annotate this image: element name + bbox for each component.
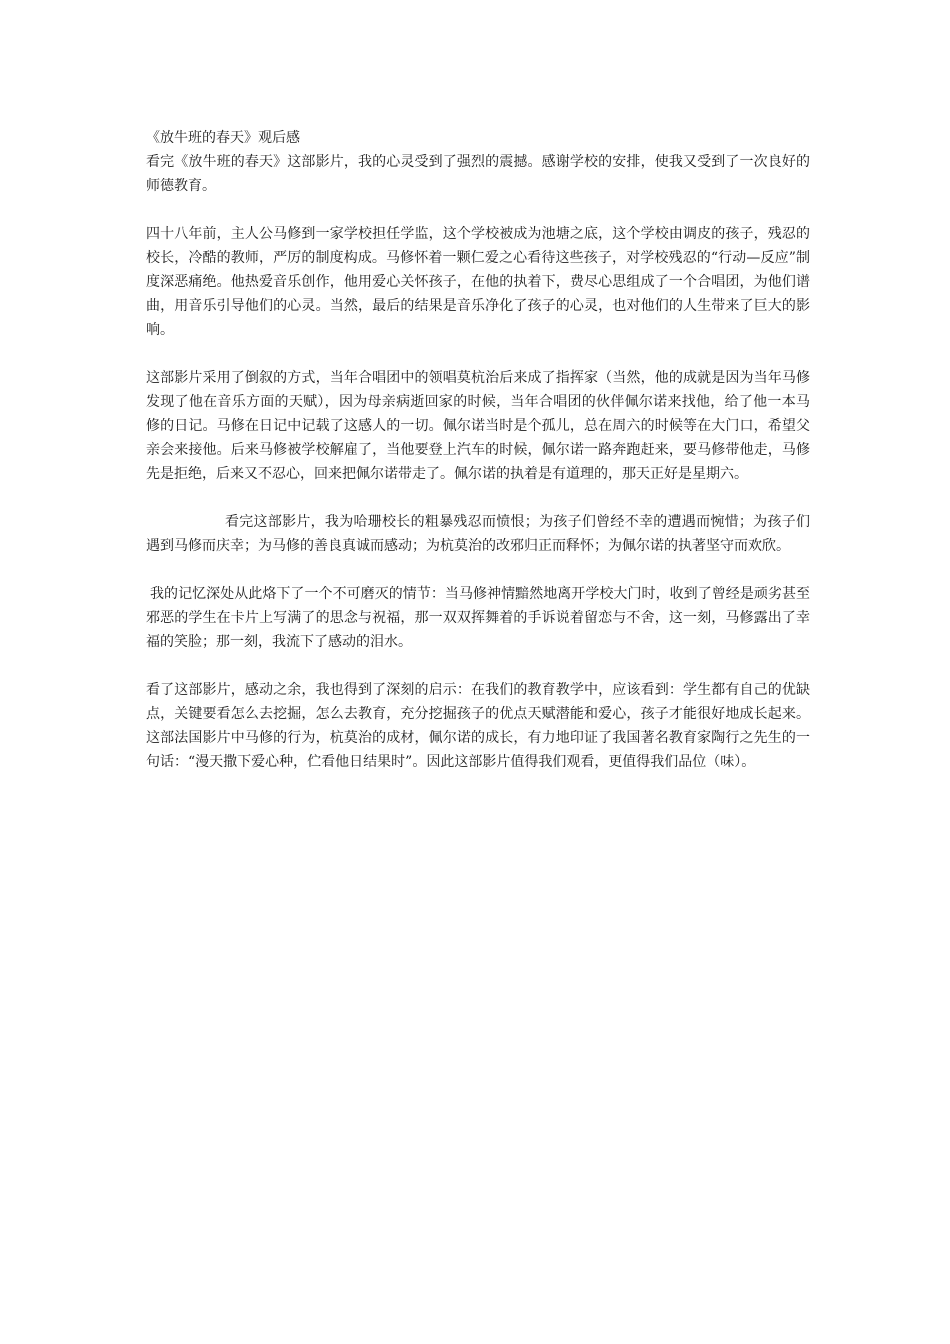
document-body	[146, 126, 810, 774]
document-title: 《放牛班的春天》观后感	[146, 130, 300, 146]
paragraph-story: 四十八年前，主人公马修到一家学校担任学监，这个学校被成为池塘之底，这个学校由调皮的孩子，残忍的校长，冷酷的教师，严厉的制度构成。马修怀着一颗仁爱之心看待这些孩子，对学校残忍的“行动—反应”制度深恶痛绝。他热爱音乐创作，他用爱心关怀孩子，在他的执着下，费尽心思组成了一个合唱团，为他们谱曲，用音乐引导他们的心灵。当然，最后的结果是音乐净化了孩子的心灵，也对他们的人生带来了巨大的影响。	[146, 226, 810, 338]
paragraph-gap	[146, 342, 810, 366]
paragraph-intro: 看完《放牛班的春天》这部影片，我的心灵受到了强烈的震撼。感谢学校的安排，使我又受到了一次良好的师德教育。	[146, 154, 810, 194]
paragraph-flashback: 这部影片采用了倒叙的方式，当年合唱团中的领唱莫杭治后来成了指挥家（当然，他的成就是因为当年马修发现了他在音乐方面的天赋），因为母亲病逝回家的时候，当年合唱团的伙伴佩尔诺来找他，给了他一本马修的日记。马修在日记中记载了这感人的一切。佩尔诺当时是个孤儿，总在周六的时候等在大门口，希望父亲会来接他。后来马修被学校解雇了，当他要登上汽车的时候，佩尔诺一路奔跑赶来，要马修带他走，马修先是拒绝，后来又不忍心，回来把佩尔诺带走了。佩尔诺的执着是有道理的，那天正好是星期六。	[146, 370, 810, 482]
paragraph-reflection: 看了这部影片，感动之余，我也得到了深刻的启示：在我们的教育教学中，应该看到：学生都有自己的优缺点，关键要看怎么去挖掘，怎么去教育，充分挖掘孩子的优点天赋潜能和爱心，孩子才能很好地成长起来。这部法国影片中马修的行为，杭莫治的成材，佩尔诺的成长，有力地印证了我国著名教育家陶行之先生的一句话：“漫天撒下爱心种，伫看他日结果时”。因此这部影片值得我们观看，更值得我们品位（味）。	[146, 682, 810, 770]
paragraph-memory: 我的记忆深处从此烙下了一个不可磨灭的情节：当马修神情黯然地离开学校大门时，收到了曾经是顽劣甚至邪恶的学生在卡片上写满了的思念与祝福，那一双双挥舞着的手诉说着留恋与不舍，这一刻，马修露出了幸福的笑脸；那一刻，我流下了感动的泪水。	[146, 586, 810, 650]
paragraph-gap	[146, 654, 810, 678]
paragraph-gap	[146, 558, 810, 582]
paragraph-gap	[146, 486, 810, 510]
paragraph-feelings: 看完这部影片，我为哈珊校长的粗暴残忍而愤恨；为孩子们曾经不幸的遭遇而惋惜；为孩子们遇到马修而庆幸；为马修的善良真诚而感动；为杭莫治的改邪归正而释怀；为佩尔诺的执著坚守而欢欣。	[146, 514, 810, 554]
paragraph-gap	[146, 198, 810, 222]
